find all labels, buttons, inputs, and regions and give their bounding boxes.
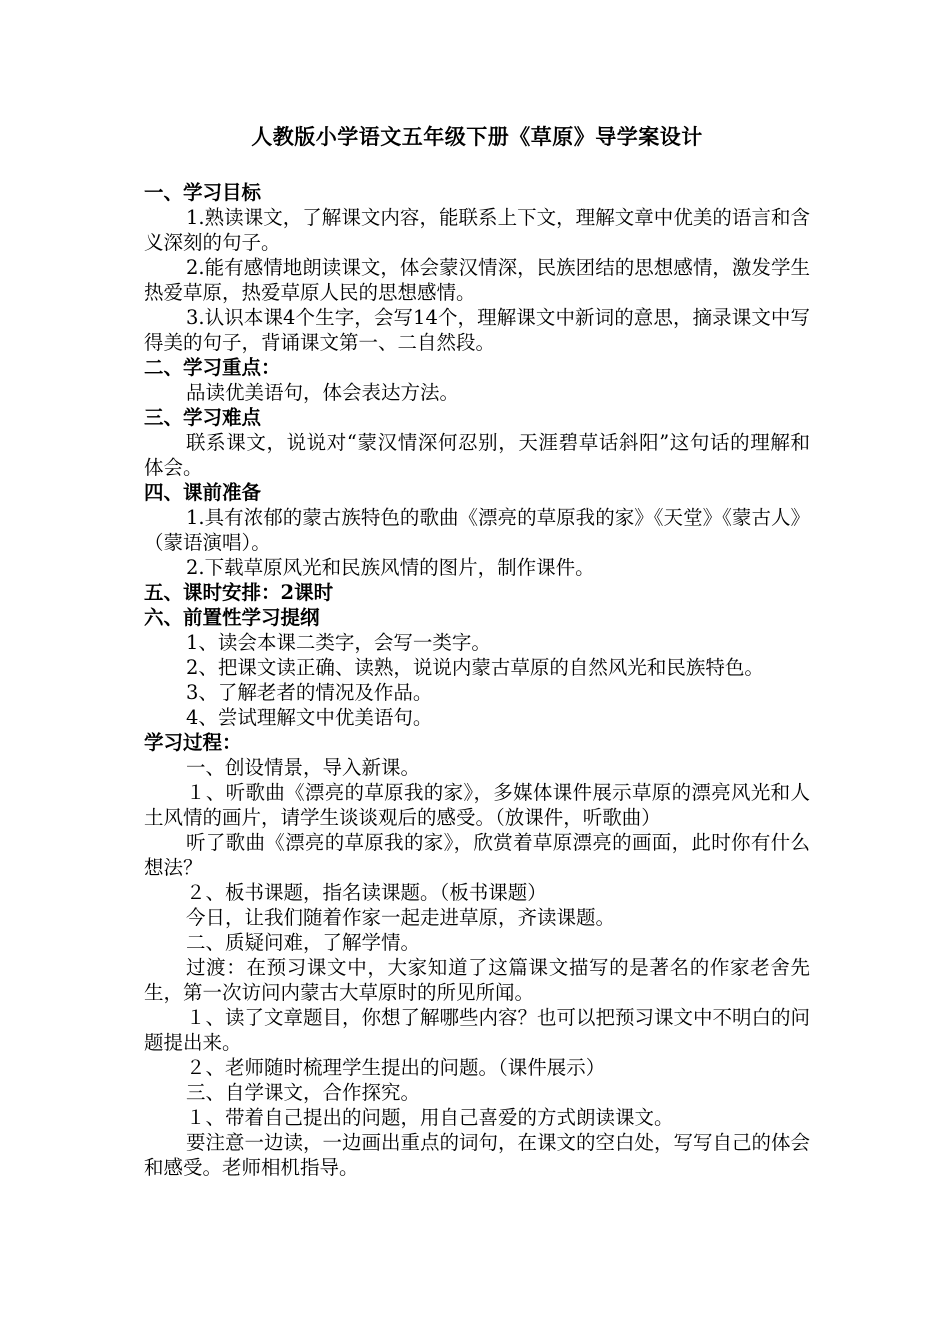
key-point-text: 品读优美语句，体会表达方法。 xyxy=(186,381,460,404)
goal-2: 2.能有感情地朗读课文，体会蒙汉情深，民族团结的思想感情，激发学生热爱草原，热爱草原人民的思想感情。 xyxy=(144,256,810,304)
heading-difficulties: 三、学习难点 xyxy=(144,406,262,429)
goal-1: 1.熟读课文，了解课文内容，能联系上下文，理解文章中优美的语言和含义深刻的句子。 xyxy=(144,206,810,254)
preparation-1: 1.具有浓郁的蒙古族特色的歌曲《漂亮的草原我的家》《天堂》《蒙古人》（蒙语演唱）。 xyxy=(144,506,810,554)
heading-key-points: 二、学习重点： xyxy=(144,356,281,379)
preview-item-2: 2、把课文读正确、读熟，说说内蒙古草原的自然风光和民族特色。 xyxy=(186,656,764,679)
preview-item-4: 4、尝试理解文中优美语句。 xyxy=(186,706,433,729)
process-para-8: １、读了文章题目，你想了解哪些内容？也可以把预习课文中不明白的问题提出来。 xyxy=(144,1006,811,1054)
process-step-2: 二、质疑问难，了解学情。 xyxy=(186,931,421,954)
heading-learning-goals: 一、学习目标 xyxy=(144,181,262,204)
heading-learning-process: 学习过程： xyxy=(144,731,242,754)
document-page xyxy=(144,120,810,1180)
heading-preparation: 四、课前准备 xyxy=(144,481,262,504)
process-step-3: 三、自学课文，合作探究。 xyxy=(186,1081,421,1104)
document-title: 人教版小学语文五年级下册《草原》导学案设计 xyxy=(251,124,703,149)
difficulty-text: 联系课文，说说对“蒙汉情深何忍别，天涯碧草话斜阳”这句话的理解和体会。 xyxy=(144,431,810,479)
process-para-7: 过渡：在预习课文中，大家知道了这篇课文描写的是著名的作家老舍先生，第一次访问内蒙古大草原时的所见所闻。 xyxy=(144,956,810,1004)
preview-item-1: 1、读会本课二类字，会写一类字。 xyxy=(186,631,491,654)
preview-item-3: 3、了解老者的情况及作品。 xyxy=(186,681,433,704)
process-para-9: ２、老师随时梳理学生提出的问题。（课件展示） xyxy=(186,1056,606,1079)
heading-preview-outline: 六、前置性学习提纲 xyxy=(144,606,320,629)
goal-3: 3.认识本课4个生字，会写14个，理解课文中新词的意思，摘录课文中写得美的句子，背诵课文第一、二自然段。 xyxy=(144,306,810,354)
preparation-2: 2.下载草原风光和民族风情的图片，制作课件。 xyxy=(186,556,595,579)
process-para-11: １、带着自己提出的问题，用自己喜爱的方式朗读课文。 xyxy=(186,1106,674,1129)
heading-schedule: 五、课时安排：2课时 xyxy=(144,581,334,604)
process-para-5: 今日，让我们随着作家一起走进草原，齐读课题。 xyxy=(186,906,616,929)
process-para-2: １、听歌曲《漂亮的草原我的家》，多媒体课件展示草原的漂亮风光和人土风情的画片，请学生谈谈观后的感受。（放课件，听歌曲） xyxy=(144,781,810,829)
process-para-4: ２、板书课题，指名读课题。（板书课题） xyxy=(186,881,547,904)
process-para-12: 要注意一边读，一边画出重点的词句，在课文的空白处，写写自己的体会和感受。老师相机指导。 xyxy=(144,1131,811,1179)
process-step-1: 一、创设情景，导入新课。 xyxy=(186,756,421,779)
process-para-3: 听了歌曲《漂亮的草原我的家》，欣赏着草原漂亮的画面，此时你有什么想法？ xyxy=(144,831,810,879)
